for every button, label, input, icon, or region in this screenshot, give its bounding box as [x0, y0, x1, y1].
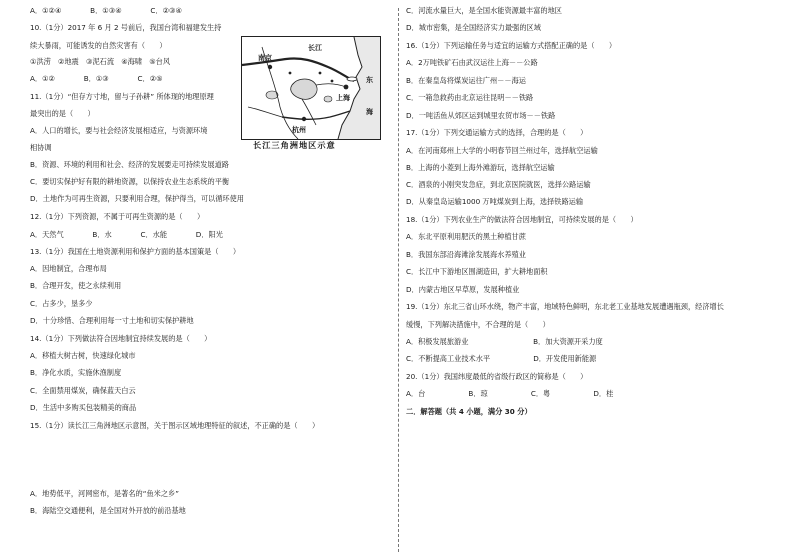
q11-stem-2: 最突出的是（ ）: [30, 109, 95, 118]
yangtze-delta-map: [241, 36, 381, 154]
q16-option-c: C．一箱急救药由北京运往昆明－－铁路: [406, 93, 534, 102]
q17-option-d: D．从秦皇岛运输1000 万吨煤炭到上海，选择铁路运输: [406, 197, 584, 206]
q17-option-b: B．上海的小菱到上海外滩游玩，选择航空运输: [406, 163, 555, 172]
q11-option-a: A．人口的增长，要与社会经济发展相适应，与资源环境: [30, 126, 208, 135]
q12-options: A．天然气 B．水 C．水能 D．阳光: [30, 230, 223, 239]
q11-option-c: C．要切实保护好有限的耕地资源，以保持农业生态系统的平衡: [30, 177, 230, 186]
q10-stem-2: 续大暴雨，可能诱发的自然灾害有（ ）: [30, 41, 167, 50]
q18-stem: 18.（1分）下列农业生产的做法符合因地制宜，可持续发展的是（ ）: [406, 215, 638, 224]
map-caption: 长江三角洲地区示意: [253, 140, 336, 150]
q19-stem-2: 缓慢，下列解决措施中，不合理的是（ ）: [406, 320, 550, 329]
q19-stem-1: 19.（1分）东北三省山环水绕，物产丰富，地域特色鲜明，东北老工业基地发展遭遇瓶颈，经济增长: [406, 302, 724, 311]
q14-option-d: D．生活中多购买包装精美的商品: [30, 403, 137, 412]
label-changjiang: 长江: [308, 44, 322, 52]
q13-option-b: B．合理开发，使之永续利用: [30, 281, 122, 290]
q17-stem: 17.（1分）下列交通运输方式的选择，合理的是（ ）: [406, 128, 588, 137]
q11-option-a-cont: 相协调: [30, 143, 52, 152]
q12-stem: 12.（1分）下列资源，不属于可再生资源的是（ ）: [30, 212, 205, 221]
section-title-answers: 二．解答题（共 4 小题，满分 30 分）: [406, 407, 532, 416]
q16-option-b: B．在秦皇岛将煤炭运往广州－－海运: [406, 76, 526, 85]
label-sea: 海: [366, 108, 373, 116]
q15-option-c: C．河流水量巨大，是全国水能资源最丰富的地区: [406, 6, 562, 15]
q19-options-ab: A．积极发展旅游业 B．加大资源开采力度: [406, 337, 603, 346]
column-divider: [398, 8, 399, 552]
q13-option-d: D．十分珍惜、合理利用每一寸土地和切实保护耕地: [30, 316, 194, 325]
q18-option-c: C．长江中下游地区围湖造田，扩大耕地面积: [406, 267, 548, 276]
q16-option-d: D．一吨活鱼从郊区运到城里农贸市场－－铁路: [406, 111, 556, 120]
label-nanjing: 南京: [258, 54, 272, 62]
q11-option-b: B．资源、环境的利用和社会、经济的发展要走可持续发展道路: [30, 160, 229, 169]
q18-option-a: A．东北平原利用肥沃的黑土种植甘蔗: [406, 232, 526, 241]
q15-option-a: A．地势低平，河网密布，是著名的“鱼米之乡”: [30, 489, 179, 498]
q15-stem: 15.（1分）读长江三角洲地区示意图，关于图示区域地理特征的叙述，不正确的是（ ）: [30, 421, 320, 430]
q11-option-d: D．土地作为可再生资源，只要利用合理，保护得当，可以循环使用: [30, 194, 244, 203]
q16-option-a: A．2万吨铁矿石由武汉运往上海－－公路: [406, 58, 538, 67]
q20-options: A．台 B．琼 C．粤 D．桂: [406, 389, 614, 398]
q10-options: A．①② B．①③ C．②⑤: [30, 74, 163, 83]
q19-options-cd: C．不断提高工业技术水平 D．开发使用新能源: [406, 354, 597, 363]
q17-option-a: A．在河南郑州上大学的小明春节回兰州过年，选择航空运输: [406, 146, 598, 155]
q10-stem-1: 10.（1分）2017 年 6 月 2 号前后，我国台湾和福建发生持: [30, 23, 222, 32]
q16-stem: 16.（1分）下列运输任务与适宜的运输方式搭配正确的是（ ）: [406, 41, 617, 50]
q14-option-a: A．移植大树古树，快速绿化城市: [30, 351, 136, 360]
q18-option-b: B．我国东部沿海滩涂发展海水养殖业: [406, 250, 526, 259]
q18-option-d: D．内蒙古地区早草原，发展种植业: [406, 285, 520, 294]
q15-option-b: B．海陆空交通便利，是全国对外开放的前沿基地: [30, 506, 186, 515]
q14-option-c: C．全面禁用煤炭，确保蓝天白云: [30, 386, 136, 395]
label-hangzhou: 杭州: [292, 126, 306, 134]
q14-option-b: B．净化水质，实施休渔制度: [30, 368, 122, 377]
q10-choices: ①洪涝 ②地震 ③泥石流 ④海啸 ⑤台风: [30, 57, 171, 66]
map-frame: [241, 36, 381, 140]
q13-option-a: A．因地制宜，合理布局: [30, 264, 107, 273]
q13-option-c: C．占多少，垦多少: [30, 299, 93, 308]
q17-option-c: C．酒泉的小刚突发急症，到北京医院就医，选择公路运输: [406, 180, 591, 189]
q9-options: A．①②④ B．①③④ C．②③④: [30, 6, 182, 15]
q15-option-d: D．城市密集，是全国经济实力最强的区域: [406, 23, 541, 32]
q20-stem: 20.（1分）我国纬度最低的省级行政区的简称是（ ）: [406, 372, 588, 381]
label-shanghai: 上海: [336, 94, 350, 102]
label-east: 东: [366, 76, 373, 84]
q13-stem: 13.（1分）我国在土地资源利用和保护方面的基本国策是（ ）: [30, 247, 241, 256]
q14-stem: 14.（1分）下列做法符合因地制宜持续发展的是（ ）: [30, 334, 212, 343]
q11-stem-1: 11.（1分）“但存方寸地，留与子孙耕” 所体现的地理原理: [30, 92, 214, 101]
